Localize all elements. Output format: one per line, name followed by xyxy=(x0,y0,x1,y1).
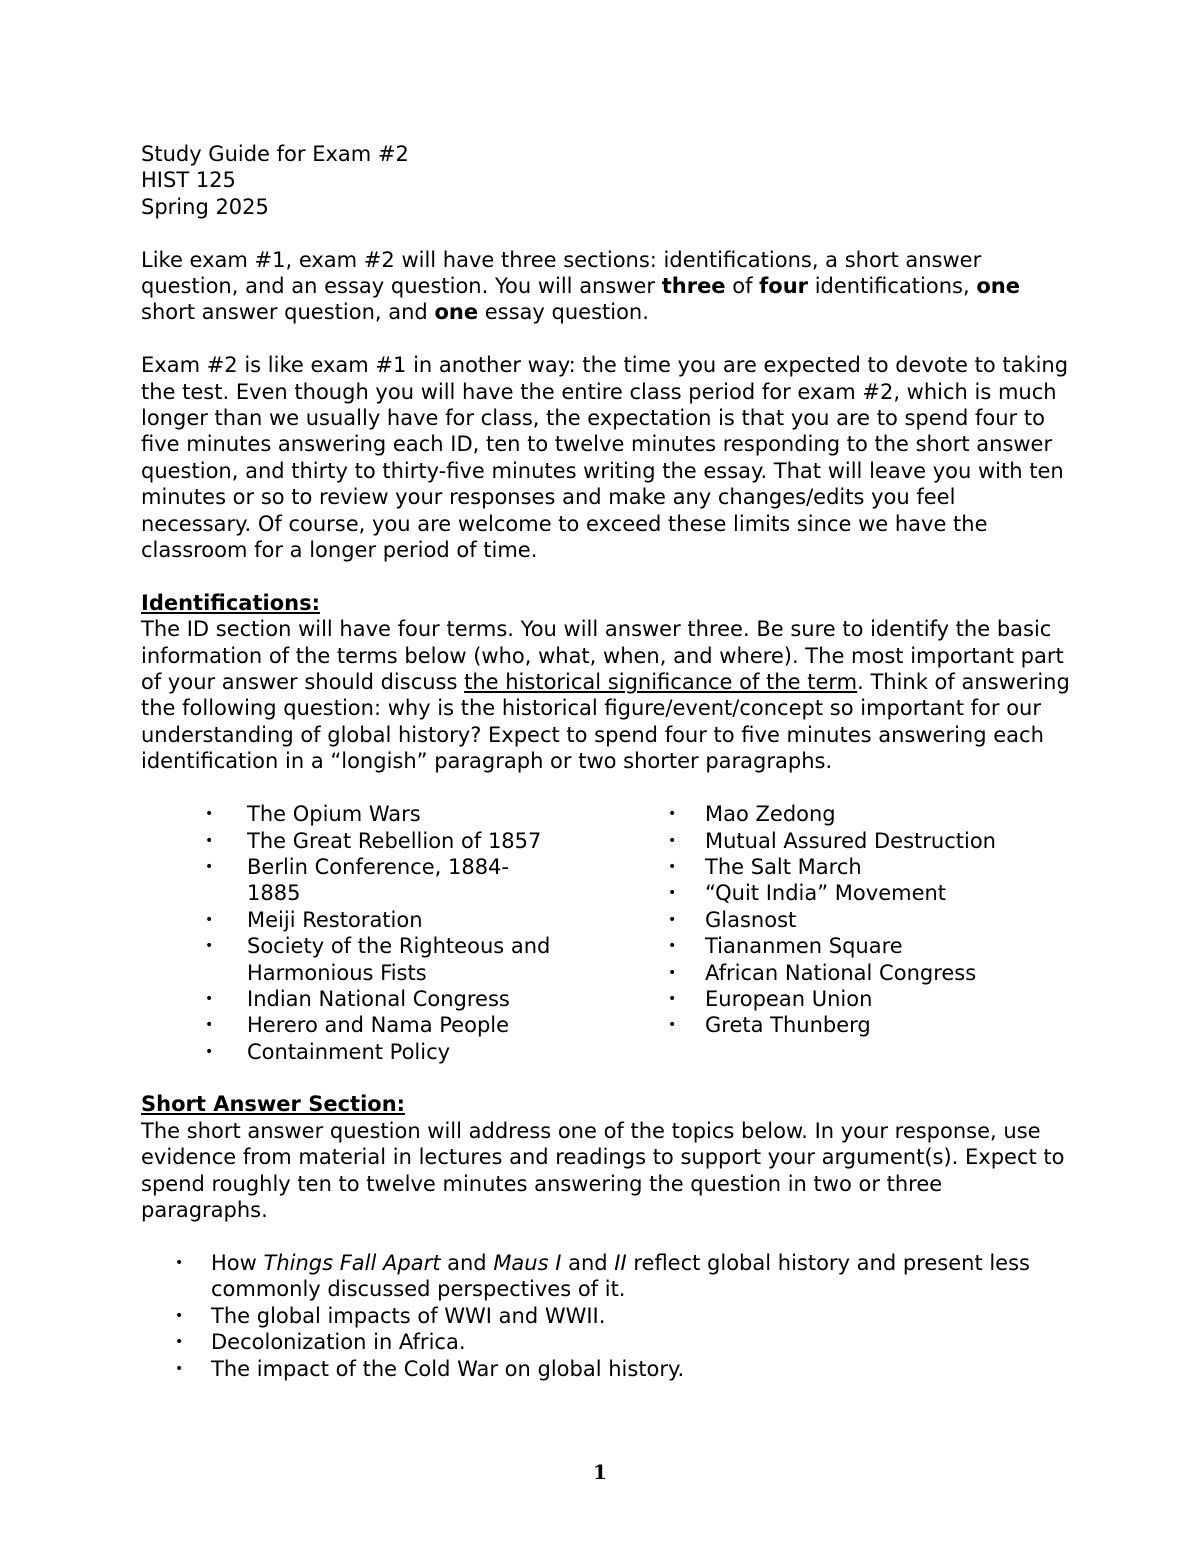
document-page xyxy=(141,141,1071,1382)
term-label: Greta Thunberg xyxy=(705,1013,871,1038)
list-item xyxy=(205,801,577,827)
term-label: Containment Policy xyxy=(247,1039,451,1064)
list-item xyxy=(668,854,1065,880)
topic-text: The global impacts of WWI and WWII. xyxy=(211,1303,606,1328)
bullet-icon: • xyxy=(668,1017,677,1034)
list-item xyxy=(175,1356,1071,1382)
identifications-text: The ID section will have four terms. You will answer three. Be sure to identify the basic information of the terms below (who, what, when, and where). The most important part of your answer should discuss xyxy=(141,617,1064,695)
bullet-icon: • xyxy=(205,1043,214,1060)
identification-terms xyxy=(141,801,1071,1065)
bold-one: one xyxy=(434,300,479,325)
bullet-icon: • xyxy=(205,990,214,1007)
bullet-icon: • xyxy=(668,832,677,849)
identifications-text: . Think of answering the following question: why is the historical figure/event/concept so important for our understanding of global history? Expect to spend four to five minutes answering each identification in a “longish” paragraph or two shorter paragraphs. xyxy=(141,670,1070,774)
topic-text: How xyxy=(211,1250,264,1275)
bullet-icon: • xyxy=(205,911,214,928)
bullet-icon: • xyxy=(668,885,677,902)
intro-text: short answer question, and xyxy=(141,300,435,325)
list-item xyxy=(205,907,577,933)
term-label: The Great Rebellion of 1857 xyxy=(247,828,542,853)
identifications-heading: Identifications: xyxy=(141,590,320,615)
bullet-icon: • xyxy=(175,1307,184,1324)
topic-text: reflect global history and present less commonly discussed perspectives of it. xyxy=(211,1250,1030,1302)
bullet-icon: • xyxy=(175,1360,184,1377)
list-item xyxy=(175,1329,1071,1355)
list-item xyxy=(668,828,1065,854)
intro-text: of xyxy=(725,274,760,299)
terms-right-column xyxy=(668,801,1065,1039)
bold-three: three xyxy=(661,274,726,299)
term: Spring 2025 xyxy=(141,194,269,219)
intro-text: essay question. xyxy=(478,300,649,325)
term-label: African National Congress xyxy=(705,960,977,985)
book-title: Things Fall Apart xyxy=(263,1250,441,1275)
bullet-icon: • xyxy=(668,964,677,981)
bullet-icon: • xyxy=(175,1334,184,1351)
bullet-icon: • xyxy=(175,1254,184,1271)
bullet-icon: • xyxy=(668,858,677,875)
term-label: Mao Zedong xyxy=(705,802,836,827)
term-label: Meiji Restoration xyxy=(247,907,423,932)
list-item xyxy=(205,1039,577,1065)
list-item xyxy=(668,880,1065,906)
term-label: Herero and Nama People xyxy=(247,1013,510,1038)
list-item xyxy=(668,960,1065,986)
term-label: Berlin Conference, 1884-1885 xyxy=(247,854,509,906)
topic-text: and xyxy=(440,1250,494,1275)
short-answer-heading: Short Answer Section: xyxy=(141,1092,406,1117)
term-label: The Salt March xyxy=(705,854,862,879)
intro-text: identifications, xyxy=(808,274,977,299)
bullet-icon: • xyxy=(205,938,214,955)
list-item xyxy=(175,1303,1071,1329)
term-label: Glasnost xyxy=(705,907,797,932)
list-item xyxy=(668,933,1065,959)
timing-paragraph: Exam #2 is like exam #1 in another way: the time you are expected to devote to taking the test. Even though you will have the entire class period for exam #2, which is much longer than we usually have for class, the expectation is that you are to spend four to five minutes answering each ID, ten to twelve minutes responding to the short answer question, and thirty to thirty-five minutes writing the essay. That will leave you with ten minutes or so to review your responses and make any changes/edits you feel necessary. Of course, you are welcome to exceed these limits since we have the classroom for a longer period of time. xyxy=(141,353,1069,563)
list-item xyxy=(668,1012,1065,1038)
bullet-icon: • xyxy=(205,806,214,823)
book-title: II xyxy=(614,1250,627,1275)
list-item xyxy=(668,801,1065,827)
list-item xyxy=(205,854,537,907)
term-label: Mutual Assured Destruction xyxy=(705,828,996,853)
bullet-icon: • xyxy=(668,990,677,1007)
list-item xyxy=(205,933,577,986)
underlined-significance: the historical significance of the term xyxy=(464,670,858,695)
intro-text: Like exam #1, exam #2 will have three sections: identifications, a short answer question, and an essay question. You will answer xyxy=(141,247,982,299)
bold-four: four xyxy=(759,274,809,299)
bullet-icon: • xyxy=(205,858,214,875)
bullet-icon: • xyxy=(205,832,214,849)
term-label: The Opium Wars xyxy=(247,802,421,827)
bold-one: one xyxy=(976,274,1020,299)
term-label: Society of the Righteous and Harmonious Fists xyxy=(247,934,551,985)
short-answer-topics xyxy=(141,1250,1071,1382)
bullet-icon: • xyxy=(668,938,677,955)
term-label: “Quit India” Movement xyxy=(705,881,947,906)
short-answer-paragraph: The short answer question will address one of the topics below. In your response, use evidence from material in lectures and readings to support your argument(s). Expect to spend roughly ten to twelve minutes answering the question in two or three paragraphs. xyxy=(141,1118,1065,1223)
topic-text: and xyxy=(561,1250,615,1275)
term-label: Indian National Congress xyxy=(247,986,510,1011)
topic-text: Decolonization in Africa. xyxy=(211,1330,466,1355)
course-code: HIST 125 xyxy=(141,168,236,193)
list-item xyxy=(668,907,1065,933)
topic-text: The impact of the Cold War on global history. xyxy=(211,1356,685,1381)
intro-paragraph xyxy=(141,247,1071,326)
list-item xyxy=(205,828,577,854)
term-label: European Union xyxy=(705,986,873,1011)
book-title: Maus I xyxy=(493,1250,562,1275)
document-title: Study Guide for Exam #2 xyxy=(141,142,409,166)
list-item xyxy=(205,986,577,1012)
bullet-icon: • xyxy=(668,911,677,928)
bullet-icon: • xyxy=(668,806,677,823)
terms-left-column xyxy=(205,801,577,1065)
list-item xyxy=(668,986,1065,1012)
list-item xyxy=(175,1250,1071,1303)
page-number: 1 xyxy=(593,1460,607,1484)
identifications-paragraph xyxy=(141,616,1071,774)
bullet-icon: • xyxy=(205,1017,214,1034)
term-label: Tiananmen Square xyxy=(705,934,903,959)
list-item xyxy=(205,1012,577,1038)
